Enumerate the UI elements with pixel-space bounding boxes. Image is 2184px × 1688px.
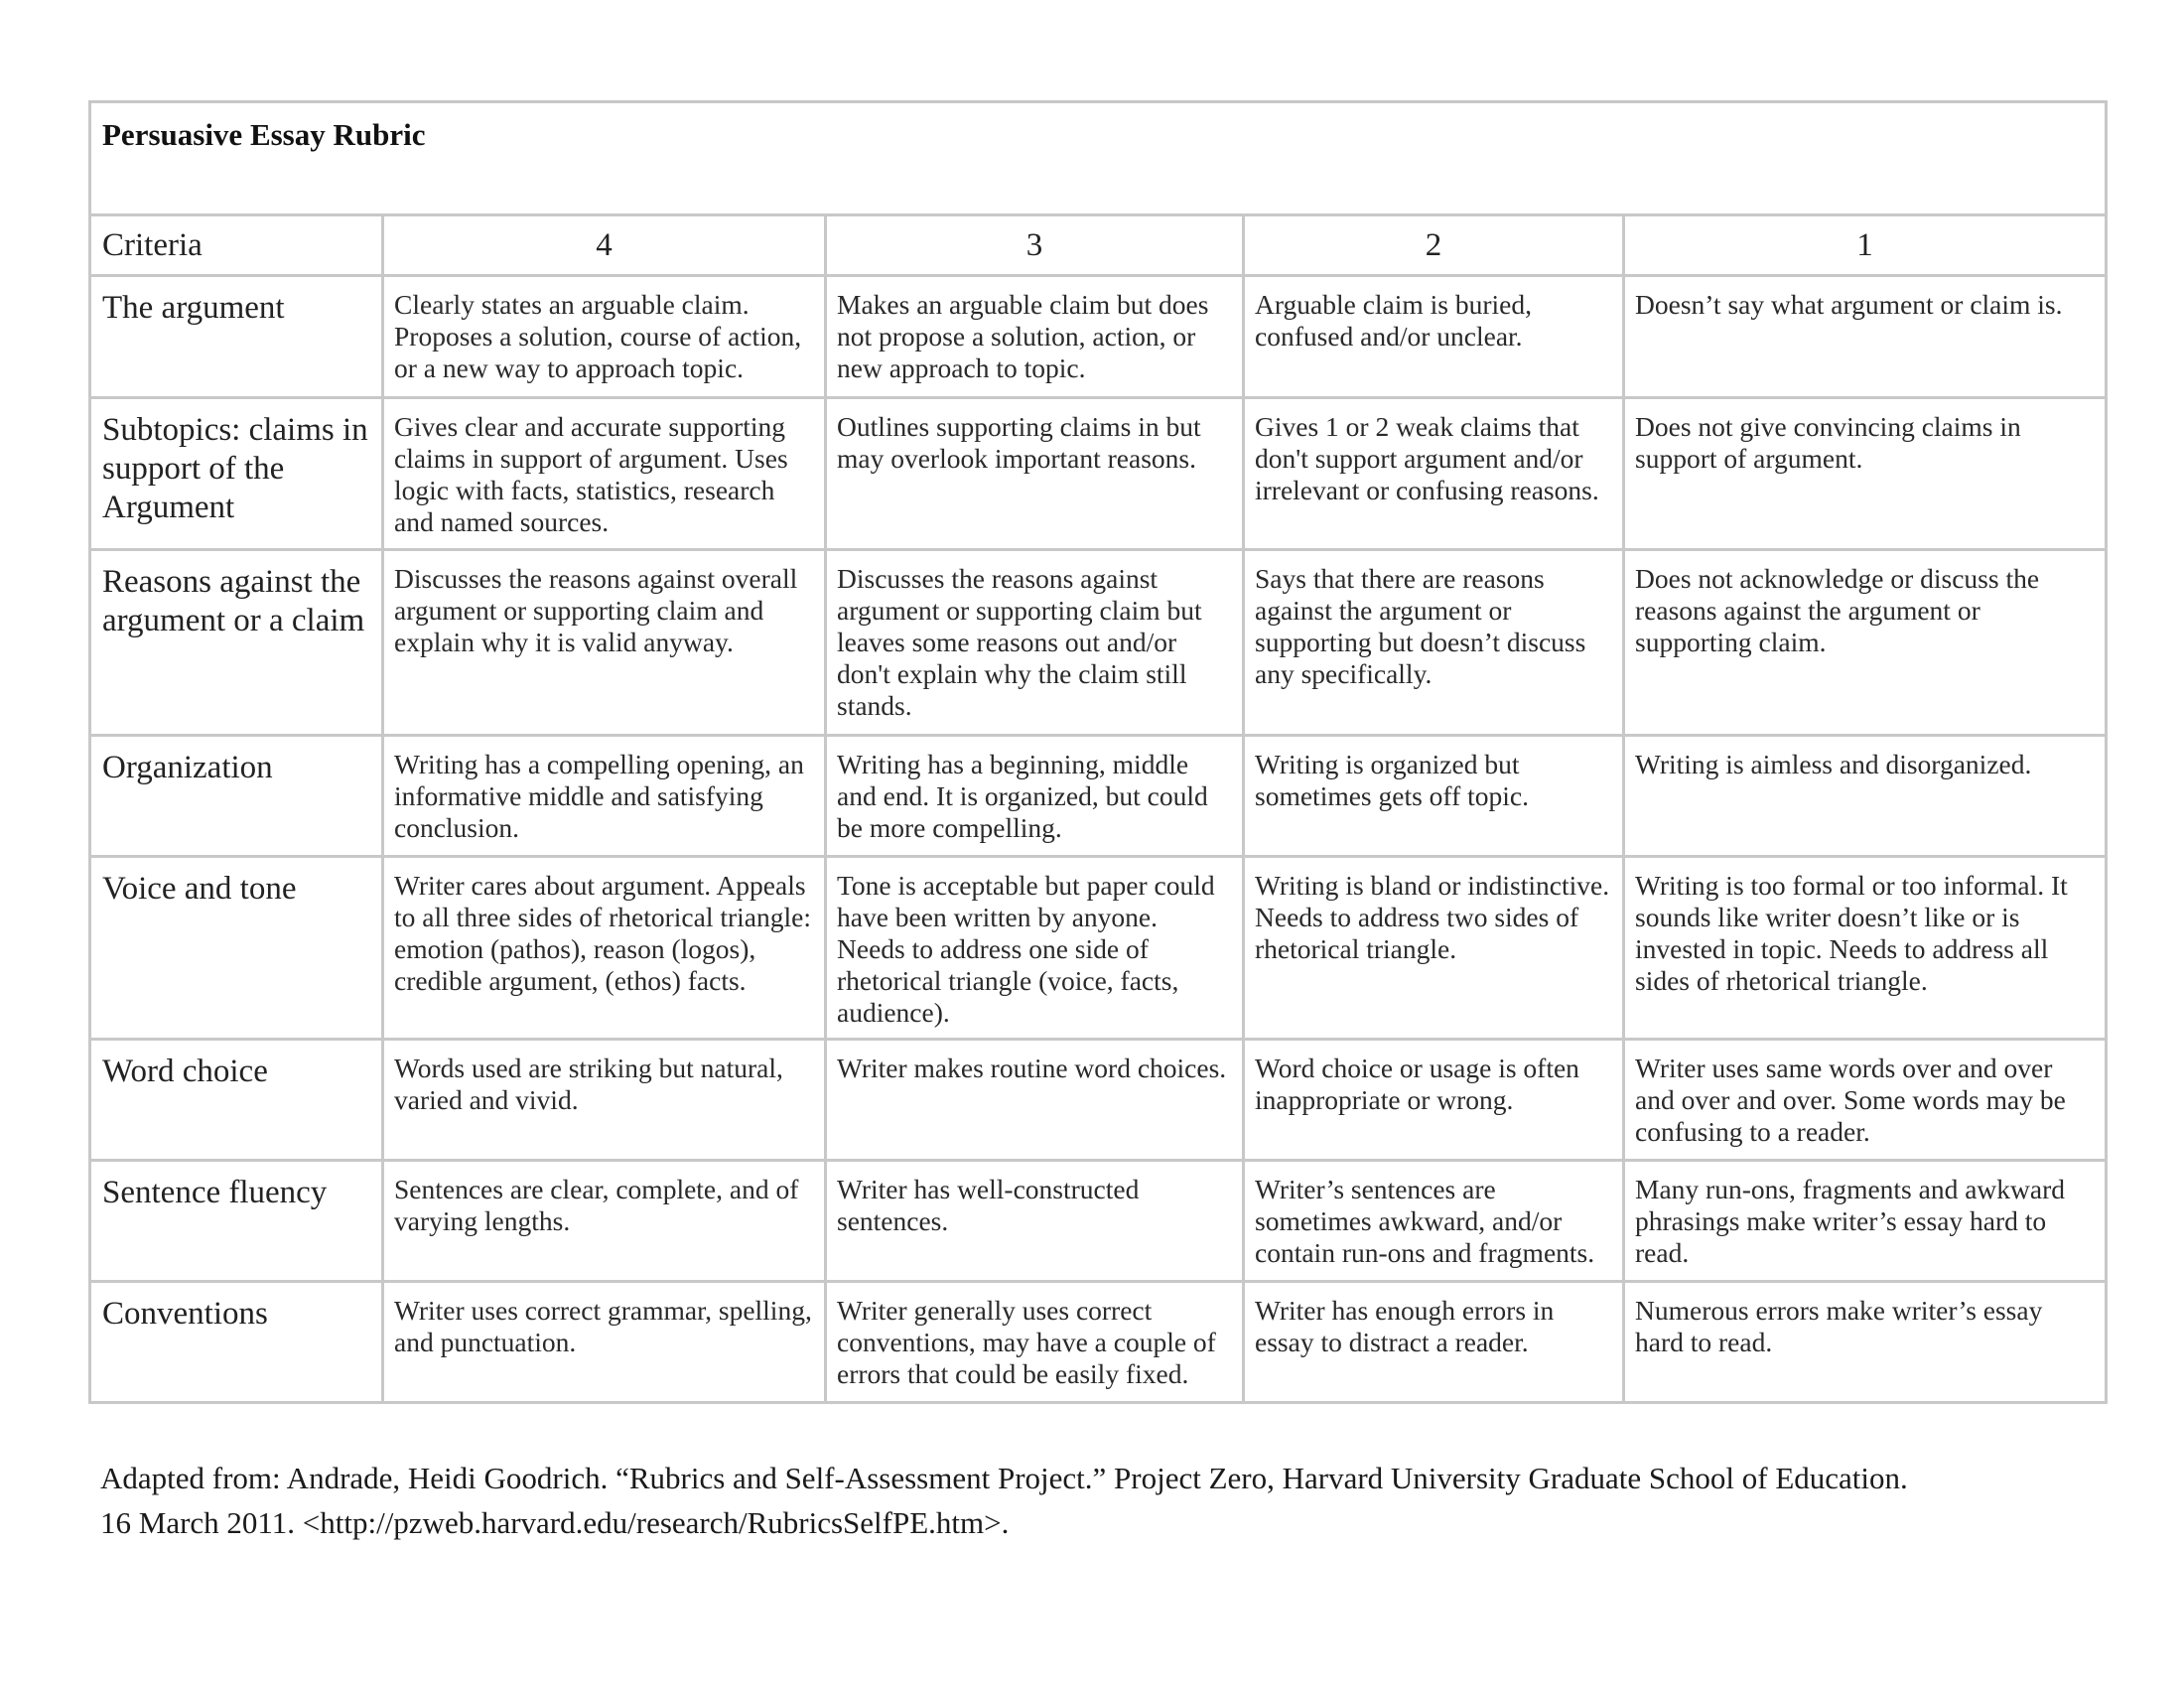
rubric-row-subtopics: [90, 398, 2107, 550]
column-header-criteria: Criteria: [90, 215, 383, 276]
rubric-row-word-choice: [90, 1040, 2107, 1161]
score-1-cell: Many run-ons, fragments and awkward phrasings make writer’s essay hard to read.: [1624, 1161, 2107, 1282]
score-1-cell: Does not acknowledge or discuss the reasons against the argument or supporting claim.: [1624, 550, 2107, 736]
header-row: [90, 215, 2107, 276]
score-4-cell: Clearly states an arguable claim. Proposes a solution, course of action, or a new way to approach topic.: [383, 276, 826, 398]
rubric-table: [88, 100, 2108, 1404]
score-2-cell: Word choice or usage is often inappropriate or wrong.: [1244, 1040, 1624, 1161]
score-3-cell: Discusses the reasons against argument or supporting claim but leaves some reasons out and/or don't explain why the claim still stands.: [826, 550, 1244, 736]
score-4-cell: Gives clear and accurate supporting claims in support of argument. Uses logic with facts, statistics, research and named sources.: [383, 398, 826, 550]
criteria-cell: Word choice: [90, 1040, 383, 1161]
score-3-cell: Writer makes routine word choices.: [826, 1040, 1244, 1161]
score-1-cell: Writer uses same words over and over and over and over. Some words may be confusing to a reader.: [1624, 1040, 2107, 1161]
title-row: [90, 102, 2107, 215]
score-4-cell: Writer uses correct grammar, spelling, and punctuation.: [383, 1282, 826, 1403]
criteria-cell: Reasons against the argument or a claim: [90, 550, 383, 736]
rubric-row-organization: [90, 736, 2107, 857]
column-header-score-2: 2: [1244, 215, 1624, 276]
score-1-cell: Numerous errors make writer’s essay hard to read.: [1624, 1282, 2107, 1403]
score-3-cell: Writer generally uses correct conventions, may have a couple of errors that could be easily fixed.: [826, 1282, 1244, 1403]
column-header-score-3: 3: [826, 215, 1244, 276]
score-4-cell: Writer cares about argument. Appeals to all three sides of rhetorical triangle: emotion (pathos), reason (logos), credible argument, (ethos) facts.: [383, 857, 826, 1040]
score-1-cell: Doesn’t say what argument or claim is.: [1624, 276, 2107, 398]
score-2-cell: Says that there are reasons against the argument or supporting but doesn’t discuss any specifically.: [1244, 550, 1624, 736]
score-2-cell: Writing is organized but sometimes gets off topic.: [1244, 736, 1624, 857]
criteria-cell: Subtopics: claims in support of the Argument: [90, 398, 383, 550]
citation: [100, 1456, 2135, 1545]
score-2-cell: Gives 1 or 2 weak claims that don't support argument and/or irrelevant or confusing reasons.: [1244, 398, 1624, 550]
column-header-score-4: 4: [383, 215, 826, 276]
score-4-cell: Words used are striking but natural, varied and vivid.: [383, 1040, 826, 1161]
score-3-cell: Outlines supporting claims in but may overlook important reasons.: [826, 398, 1244, 550]
criteria-cell: Conventions: [90, 1282, 383, 1403]
criteria-cell: Organization: [90, 736, 383, 857]
score-3-cell: Writer has well-constructed sentences.: [826, 1161, 1244, 1282]
citation-line-2: 16 March 2011. <http://pzweb.harvard.edu/research/RubricsSelfPE.htm>.: [100, 1505, 1010, 1540]
score-3-cell: Tone is acceptable but paper could have been written by anyone. Needs to address one side of rhetorical triangle (voice, facts, audience).: [826, 857, 1244, 1040]
citation-line-1: Adapted from: Andrade, Heidi Goodrich. “Rubrics and Self-Assessment Project.” Project Zero, Harvard University Graduate School of Education.: [100, 1461, 1908, 1495]
rubric-row-conventions: [90, 1282, 2107, 1403]
column-header-score-1: 1: [1624, 215, 2107, 276]
rubric-row-reasons-against: [90, 550, 2107, 736]
score-1-cell: Writing is aimless and disorganized.: [1624, 736, 2107, 857]
score-2-cell: Writer’s sentences are sometimes awkward, and/or contain run-ons and fragments.: [1244, 1161, 1624, 1282]
score-1-cell: Writing is too formal or too informal. It sounds like writer doesn’t like or is invested in topic. Needs to address all sides of rhetorical triangle.: [1624, 857, 2107, 1040]
score-2-cell: Writing is bland or indistinctive. Needs to address two sides of rhetorical triangle.: [1244, 857, 1624, 1040]
score-4-cell: Sentences are clear, complete, and of varying lengths.: [383, 1161, 826, 1282]
rubric-row-argument: [90, 276, 2107, 398]
criteria-cell: Voice and tone: [90, 857, 383, 1040]
score-4-cell: Writing has a compelling opening, an informative middle and satisfying conclusion.: [383, 736, 826, 857]
score-2-cell: Arguable claim is buried, confused and/or unclear.: [1244, 276, 1624, 398]
criteria-cell: Sentence fluency: [90, 1161, 383, 1282]
rubric-row-sentence-fluency: [90, 1161, 2107, 1282]
criteria-cell: The argument: [90, 276, 383, 398]
score-1-cell: Does not give convincing claims in support of argument.: [1624, 398, 2107, 550]
score-3-cell: Makes an arguable claim but does not propose a solution, action, or new approach to topic.: [826, 276, 1244, 398]
score-2-cell: Writer has enough errors in essay to distract a reader.: [1244, 1282, 1624, 1403]
rubric-row-voice-tone: [90, 857, 2107, 1040]
score-3-cell: Writing has a beginning, middle and end. It is organized, but could be more compelling.: [826, 736, 1244, 857]
score-4-cell: Discusses the reasons against overall argument or supporting claim and explain why it is valid anyway.: [383, 550, 826, 736]
rubric-title: Persuasive Essay Rubric: [90, 102, 2107, 215]
